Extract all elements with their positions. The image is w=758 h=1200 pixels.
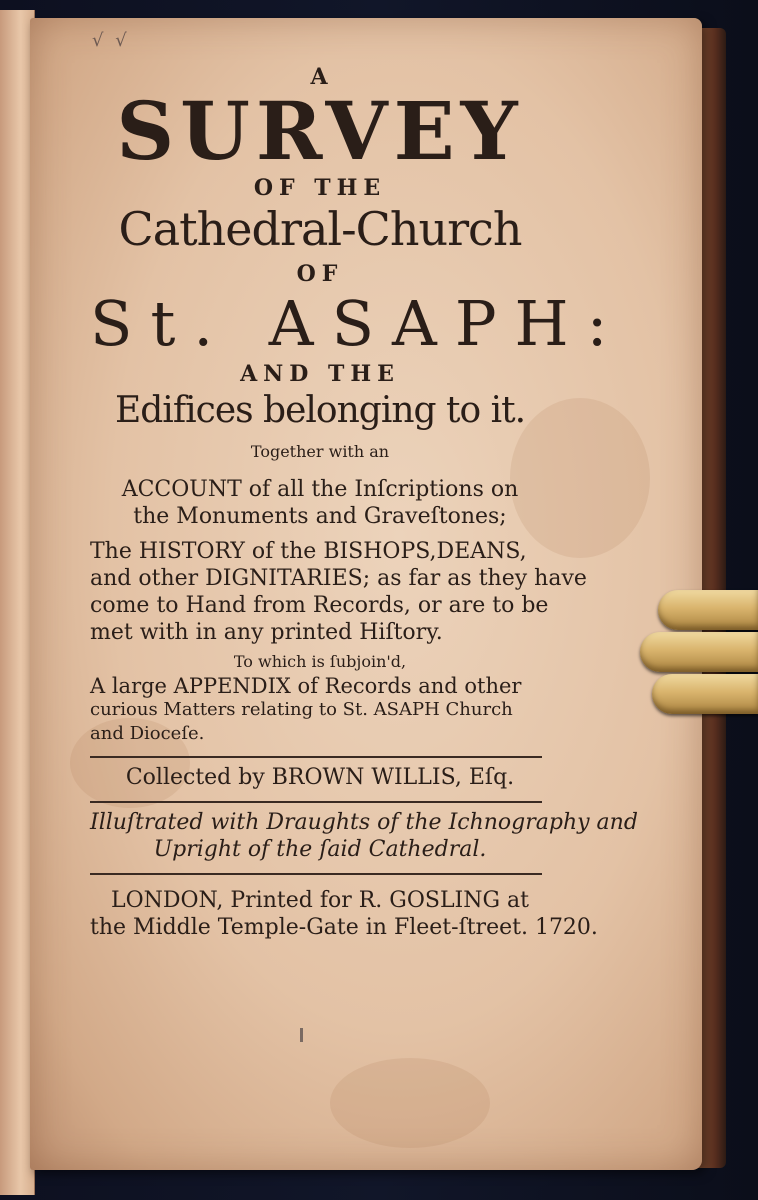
together-line: Together with an (250, 442, 390, 461)
ink-mark (300, 1028, 303, 1042)
of-the-line: OF THE (253, 175, 387, 201)
brass-clasp-icon (640, 580, 758, 720)
illustrated-line: Upright of the ſaid Cathedral. (153, 837, 487, 862)
history-line: The HISTORY of the BISHOPS,DEANS, (90, 539, 527, 564)
title-article: A (310, 64, 330, 90)
history-line: met with in any printed Hiſtory. (90, 620, 443, 645)
history-line: and other DIGNITARIES; as far as they have (90, 566, 587, 591)
history-line: come to Hand from Records, or are to be (90, 593, 549, 618)
rule-3 (90, 873, 542, 875)
account-line: ACCOUNT of all the Inſcriptions on (121, 477, 519, 502)
illustrated-line: Illuſtrated with Draughts of the Ichnography and (90, 810, 638, 835)
appendix-line: A large APPENDIX of Records and other (90, 674, 522, 698)
foxing-stain (330, 1058, 490, 1148)
pencil-annotation: √ √ (92, 30, 130, 51)
rule-1 (90, 756, 542, 758)
and-the-line: AND THE (240, 361, 400, 387)
appendix-line: curious Matters relating to St. ASAPH Church (90, 699, 513, 720)
imprint-line: the Middle Temple-Gate in Fleet-ſtreet. 1720. (90, 915, 598, 940)
imprint-section (90, 887, 598, 941)
of-line: OF (296, 261, 344, 287)
appendix-line: and Dioceſe. (90, 723, 205, 744)
place-line: St. ASAPH: (90, 287, 626, 360)
edifices-line: Edifices belonging to it. (114, 390, 526, 431)
subject-line: Cathedral-Church (118, 202, 522, 256)
appendix-section (90, 674, 550, 746)
account-section (90, 476, 550, 530)
rule-2 (90, 801, 542, 803)
imprint-line: LONDON, Printed for R. GOSLING at (110, 888, 530, 913)
clasp-finger (640, 632, 758, 672)
subjoined-line: To which is ſubjoin'd, (233, 652, 407, 671)
clasp-finger (652, 674, 758, 714)
author-line: Collected by BROWN WILLIS, Eſq. (125, 765, 515, 790)
title-block (90, 60, 638, 941)
title-page (30, 18, 702, 1170)
account-line: the Monuments and Graveſtones; (133, 504, 507, 529)
main-title: SURVEY (116, 84, 524, 178)
clasp-finger (658, 590, 758, 630)
history-section (90, 538, 587, 646)
